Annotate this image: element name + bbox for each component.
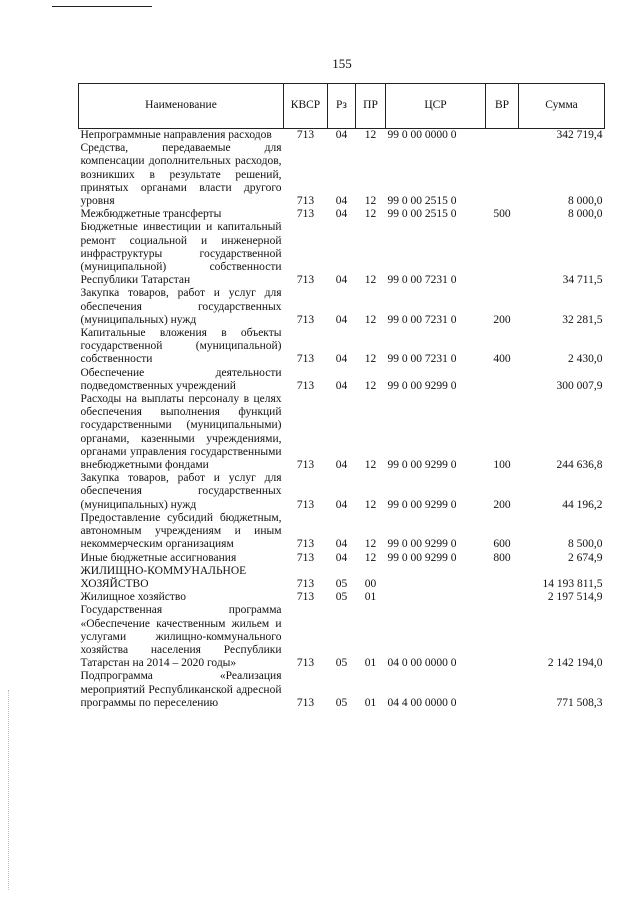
- row-sum: 32 281,5: [562, 313, 603, 326]
- row-vr: [486, 129, 519, 143]
- header-rz: Рз: [328, 84, 356, 129]
- row-pr: 00: [364, 577, 377, 590]
- row-sum: 44 196,2: [562, 498, 603, 511]
- row-csr: 99 0 00 9299 0: [387, 551, 457, 564]
- header-sum: Сумма: [519, 84, 605, 129]
- row-pr: 12: [364, 551, 377, 564]
- row-csr: 99 0 00 7231 0: [387, 274, 457, 287]
- row-pr: 12: [364, 538, 377, 551]
- row-kvsr: 713: [296, 498, 315, 511]
- row-sum: 2 197 514,9: [547, 591, 603, 604]
- row-vr: [486, 221, 519, 287]
- header-kvsr: КВСР: [284, 84, 328, 129]
- row-kvsr: 713: [296, 379, 315, 392]
- table-row: [79, 287, 605, 327]
- header-name: Наименование: [79, 84, 284, 129]
- row-rz: 05: [335, 591, 348, 604]
- row-pr: 01: [364, 591, 377, 604]
- row-vr: [486, 142, 519, 208]
- table-row: [79, 142, 605, 208]
- row-vr: 600: [493, 538, 511, 551]
- table-row: [79, 565, 605, 591]
- row-name: Предоставление субсидий бюджетным, автономным учреждениям и иным некоммерческим организациям: [80, 511, 282, 551]
- row-name: Капитальные вложения в объекты государственной (муниципальной) собственности: [80, 327, 282, 366]
- row-name: Расходы на выплаты персоналу в целях обеспечения выполнения функций государственными (муниципальными) органами, казенными учреждениями, органами управления государственными внебюджетными фондами: [80, 393, 282, 472]
- row-name: Обеспечение деятельности подведомственных учреждений: [80, 366, 282, 392]
- row-kvsr: 713: [296, 459, 315, 472]
- row-sum: 2 142 194,0: [547, 657, 603, 670]
- row-name: Межбюджетные трансферты: [80, 208, 222, 221]
- row-rz: 04: [335, 379, 348, 392]
- row-rz: 05: [335, 696, 348, 709]
- row-csr: 99 0 00 2515 0: [387, 208, 457, 221]
- row-rz: 04: [335, 313, 348, 326]
- row-pr: 12: [364, 459, 377, 472]
- row-vr: 200: [493, 313, 511, 326]
- row-vr: [486, 591, 519, 604]
- row-csr: 04 0 00 0000 0: [387, 657, 457, 670]
- row-kvsr: 713: [296, 313, 315, 326]
- row-pr: 01: [364, 696, 377, 709]
- table-row: [79, 129, 605, 143]
- row-name: Иные бюджетные ассигнования: [80, 551, 237, 564]
- row-csr: 99 0 00 2515 0: [387, 195, 457, 208]
- table-row: [79, 512, 605, 552]
- row-sum: 244 636,8: [556, 459, 603, 472]
- table-row: [79, 208, 605, 221]
- row-vr: 800: [493, 551, 511, 564]
- row-csr: 99 0 00 9299 0: [387, 459, 457, 472]
- row-csr: 04 4 00 0000 0: [387, 696, 457, 709]
- row-csr: [386, 565, 486, 591]
- row-name: Закупка товаров, работ и услуг для обеспечения государственных (муниципальных) нужд: [80, 287, 282, 326]
- row-kvsr: 713: [296, 208, 315, 221]
- table-row: [79, 472, 605, 512]
- row-csr: 99 0 00 0000 0: [387, 129, 457, 141]
- row-csr: 99 0 00 9299 0: [387, 379, 457, 392]
- row-pr: 12: [364, 129, 377, 141]
- table-row: [79, 221, 605, 287]
- row-name: Средства, передаваемые для компенсации дополнительных расходов, возникших в результате решений, принятых органами власти другого уровня: [80, 142, 282, 208]
- row-vr: [486, 565, 519, 591]
- row-csr: 99 0 00 7231 0: [387, 353, 457, 366]
- row-sum: 300 007,9: [556, 379, 603, 392]
- header-csr: ЦСР: [386, 84, 486, 129]
- table-row: [79, 552, 605, 565]
- row-sum: 2 674,9: [568, 551, 603, 564]
- row-sum: 771 508,3: [556, 696, 603, 709]
- header-rule: [52, 6, 152, 7]
- row-pr: 01: [364, 657, 377, 670]
- row-kvsr: 713: [296, 657, 315, 670]
- row-kvsr: 713: [296, 353, 315, 366]
- row-sum: 14 193 811,5: [542, 577, 603, 590]
- row-name: Бюджетные инвестиции и капитальный ремонт социальной и инженерной инфраструктуры государственной (муниципальной) собственности Республики Татарстан: [80, 221, 282, 287]
- row-name: Непрограммные направления расходов: [80, 129, 272, 141]
- row-kvsr: 713: [296, 551, 315, 564]
- row-sum: 2 430,0: [568, 353, 603, 366]
- row-vr: [486, 367, 519, 393]
- table-row: [79, 327, 605, 367]
- row-sum: 8 000,0: [568, 195, 603, 208]
- table-row: [79, 604, 605, 670]
- row-kvsr: 713: [296, 696, 315, 709]
- budget-table: [78, 83, 605, 710]
- row-pr: 12: [364, 379, 377, 392]
- row-csr: 99 0 00 9299 0: [387, 498, 457, 511]
- row-csr: 99 0 00 9299 0: [387, 538, 457, 551]
- row-pr: 12: [364, 313, 377, 326]
- row-rz: 05: [335, 577, 348, 590]
- row-vr: 500: [493, 208, 511, 221]
- row-rz: 04: [335, 208, 348, 221]
- margin-dots: [8, 690, 9, 890]
- row-name: Жилищное хозяйство: [80, 591, 187, 604]
- header-pr: ПР: [356, 84, 386, 129]
- row-kvsr: 713: [296, 577, 315, 590]
- row-name: Закупка товаров, работ и услуг для обеспечения государственных (муниципальных) нужд: [80, 472, 282, 511]
- row-rz: 04: [335, 353, 348, 366]
- row-name: ЖИЛИЩНО-КОММУНАЛЬНОЕ ХОЗЯЙСТВО: [80, 564, 247, 590]
- row-pr: 12: [364, 208, 377, 221]
- row-pr: 12: [364, 353, 377, 366]
- row-csr: [386, 591, 486, 604]
- row-sum: 342 719,4: [556, 129, 603, 141]
- row-sum: 8 500,0: [568, 538, 603, 551]
- row-csr: 99 0 00 7231 0: [387, 313, 457, 326]
- row-rz: 04: [335, 459, 348, 472]
- header-vr: ВР: [486, 84, 519, 129]
- row-kvsr: 713: [296, 195, 315, 208]
- row-vr: 400: [493, 353, 511, 366]
- row-name: Подпрограмма «Реализация мероприятий Республиканской адресной программы по переселению: [80, 670, 282, 709]
- row-kvsr: 713: [296, 538, 315, 551]
- page-number: 155: [332, 56, 352, 71]
- row-pr: 12: [364, 274, 377, 287]
- table-row: [79, 393, 605, 472]
- row-rz: 04: [335, 538, 348, 551]
- row-rz: 04: [335, 551, 348, 564]
- row-pr: 12: [364, 498, 377, 511]
- table-row: [79, 367, 605, 393]
- row-vr: [486, 604, 519, 670]
- row-name: Государственная программа «Обеспечение качественным жильем и услугами жилищно-коммунального хозяйства населения Республики Татарстан на 2014 – 2020 годы»: [80, 604, 282, 670]
- row-vr: [486, 670, 519, 710]
- row-rz: 04: [335, 498, 348, 511]
- row-rz: 05: [335, 657, 348, 670]
- table-row: [79, 670, 605, 710]
- row-rz: 04: [335, 129, 348, 141]
- row-pr: 12: [364, 195, 377, 208]
- row-sum: 8 000,0: [568, 208, 603, 221]
- row-kvsr: 713: [296, 129, 315, 141]
- row-rz: 04: [335, 274, 348, 287]
- table-header-row: [79, 84, 605, 129]
- row-vr: 100: [493, 459, 511, 472]
- table-row: [79, 591, 605, 604]
- row-kvsr: 713: [296, 591, 315, 604]
- row-sum: 34 711,5: [562, 274, 603, 287]
- row-kvsr: 713: [296, 274, 315, 287]
- row-vr: 200: [493, 498, 511, 511]
- row-rz: 04: [335, 195, 348, 208]
